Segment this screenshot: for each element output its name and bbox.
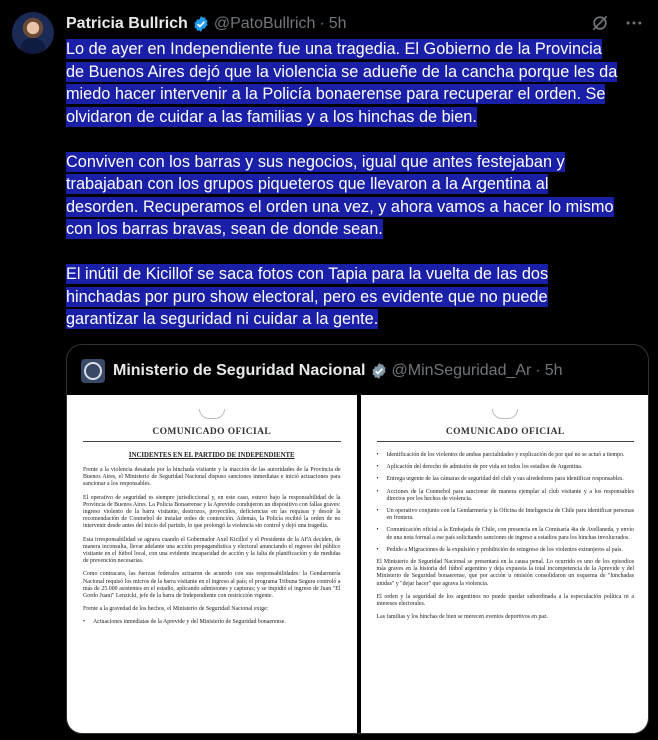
- tweet-text-line: El inútil de Kicillof se saca fotos con Tapia para la vuelta de las dos: [66, 265, 549, 283]
- tweet-header: [66, 13, 347, 35]
- tweet-text-line: Conviven con los barras y sus negocios, igual que antes festejaban y: [66, 152, 565, 171]
- document-paragraph: El operativo de seguridad es siempre jurisdiccional y, en este caso, estuvo bajo la responsabilidad de la Provincia de Buenos Aires. La Policía Bonaerense y la Aprevide condujeron un dispositivo con fallas graves: ingreso violento de la barra visitante, destrozos, proyectiles, deficiencias en las requisas y desoír la recomendación de Conmebol de instalar redes de contención. Además, la Policía recibió la orden de no intervenir desde antes del inicio del partido, lo que prolongó la violencia sin control y dejó una tragedia.: [83, 494, 341, 530]
- tweet-paragraph: [66, 151, 648, 241]
- document-paragraph: Esta irresponsabilidad se agrava cuando el Gobernador Axel Kicillof y el Presidente de la AFA deciden, de manera inconsulta, llevar adelante una acción propagandística y electoral anunciando el regreso del público visitante en el fútbol local, con una evidente incapacidad de acción y la falta de planificación y de medidas de prevención necesarias.: [83, 536, 341, 565]
- grok-icon[interactable]: [590, 13, 612, 35]
- tweet-text-line: de Buenos Aires dejó que la violencia se adueñe de la cancha porque les da: [66, 62, 618, 81]
- document-paragraph: El orden y la seguridad de los argentinos no puede quedar subordinada a la especulación política ni a intereses electorales.: [376, 593, 634, 608]
- divider: [83, 441, 341, 442]
- document-image-page-2[interactable]: [361, 395, 650, 734]
- tweet-paragraph: [66, 263, 648, 331]
- document-bullet: • Pedido a Migraciones de la expulsión y prohibición de reingreso de los violentos extranjeros al país.: [377, 547, 635, 554]
- tweet-text-line: trabajaban con los grupos piqueteros que llevaron a la Argentina al: [66, 175, 549, 193]
- seal-icon: [199, 409, 225, 419]
- separator-dot: ·: [319, 15, 325, 32]
- document-paragraph: Frente a la gravedad de los hechos, el Ministerio de Seguridad Nacional exige:: [83, 606, 269, 613]
- document-paragraph: El Ministerio de Seguridad Nacional se presentará en la causa penal. Lo ocurrido es uno de los episodios más graves en la historia del fútbol argentino y deja expuesta la total incompetencia de la Aprevide y del Ministerio de Seguridad bonaerense, que por acción u omisión consolidaron un esquema de "hinchadas unidas" y "dejar hacer" que agrava la violencia.: [376, 559, 634, 587]
- document-title: COMUNICADO OFICIAL: [445, 427, 565, 437]
- document-bullet: • Entrega urgente de las cámaras de seguridad del club y sus alrededores para identificar responsables.: [377, 476, 635, 483]
- document-bullet: • Actuaciones inmediatas de la Aprevide y del Ministerio de Seguridad bonaerense.: [83, 619, 341, 626]
- tweet-text-line: hinchadas por puro show electoral, pero es evidente que no puede: [66, 287, 548, 306]
- document-bullets: [83, 619, 341, 626]
- document-image-page-1[interactable]: [67, 395, 357, 734]
- document-paragraph: Las familias y los hinchas de bien se merecen eventos deportivos en paz.: [376, 614, 549, 621]
- tweet-text-line: Lo de ayer en Independiente fue una tragedia. El Gobierno de la Provincia: [66, 40, 602, 58]
- tweet-text-line: garantizar la seguridad ni cuidar a la gente.: [66, 310, 379, 328]
- quoted-author-handle: @MinSeguridad_Ar: [391, 362, 532, 379]
- author-avatar[interactable]: [12, 12, 54, 54]
- seal-icon: [492, 409, 518, 419]
- document-bullets: [377, 452, 635, 554]
- tweet-text: [66, 38, 648, 353]
- quoted-tweet[interactable]: [66, 344, 649, 734]
- tweet-paragraph: [66, 38, 648, 128]
- separator-dot: ·: [535, 362, 541, 379]
- document-bullet: • Acciones de la Conmebol para sancionar de manera ejemplar al club visitante y a los responsables directos por los hechos de violencia.: [377, 489, 635, 503]
- document-bullet: • Identificación de los violentos de ambas parcialidades y explicación de por qué no se actuó a tiempo.: [377, 452, 635, 459]
- document-body: [83, 467, 341, 613]
- more-options-icon[interactable]: [624, 13, 646, 35]
- quoted-tweet-time: 5h: [544, 362, 563, 379]
- quoted-avatar[interactable]: [81, 359, 105, 383]
- quoted-author-name[interactable]: Ministerio de Seguridad Nacional: [113, 362, 366, 379]
- author-name[interactable]: Patricia Bullrich: [66, 15, 188, 32]
- document-body: [377, 559, 635, 621]
- divider: [377, 441, 635, 442]
- document-subtitle: INCIDENTES EN EL PARTIDO DE INDEPENDIENTE: [128, 452, 295, 459]
- verified-badge-icon: [370, 362, 388, 380]
- tweet-text-line: olvidaron de cuidar a las familias y a los hinchas de bien.: [66, 107, 477, 126]
- quoted-media: [67, 395, 649, 734]
- quoted-tweet-header: [81, 359, 563, 383]
- document-bullet: • Un operativo conjunto con la Gendarmería y la Oficina de Inteligencia de Chile para identificar personas en frontera.: [377, 508, 635, 522]
- document-paragraph: Frente a la violencia desatada por la hinchada visitante y la inacción de las autoridades de la Provincia de Buenos Aires, el Ministerio de Seguridad Nacional dispuso sanciones inmediatas e inició actuaciones para sancionar a los responsables.: [83, 467, 341, 488]
- tweet-text-line: miedo hacer intervenir a la Policía bonaerense para recuperar el orden. Se: [66, 85, 606, 103]
- document-bullet: • Comunicación oficial a la Embajada de Chile, con presencia en la Comisaría 4ta de Avellaneda, y envío de una nota formal a ese país solicitando sanciones de ingreso a estadios para los hinchas involucrados.: [377, 527, 635, 541]
- header-actions: [590, 13, 646, 35]
- document-bullet: • Aplicación del derecho de admisión de por vida en todos los estadios de Argentina.: [377, 464, 635, 471]
- tweet-text-line: desorden. Recuperamos el orden una vez, y ahora vamos a hacer lo mismo: [66, 197, 614, 216]
- document-title: COMUNICADO OFICIAL: [152, 427, 272, 437]
- tweet-time[interactable]: 5h: [328, 15, 347, 32]
- verified-badge-icon: [192, 15, 210, 33]
- document-paragraph: Como contracara, las fuerzas federales actuaron de acuerdo con sus responsabilidades: la Gendarmería Nacional requisó los micros de la barra visitante en el ingreso al país; el programa Tribuna Segura controló a más de 25.000 asistentes en el estadio, aplicando admisiones y capturas; y se impidió el ingreso de Juan "El Gordo Juani" Lenzicki, jefe de la barra de Independiente con restricción vigente.: [83, 571, 341, 600]
- tweet-text-line: con los barras bravas, sean de donde sean.: [66, 220, 383, 238]
- author-handle[interactable]: @PatoBullrich: [213, 15, 316, 32]
